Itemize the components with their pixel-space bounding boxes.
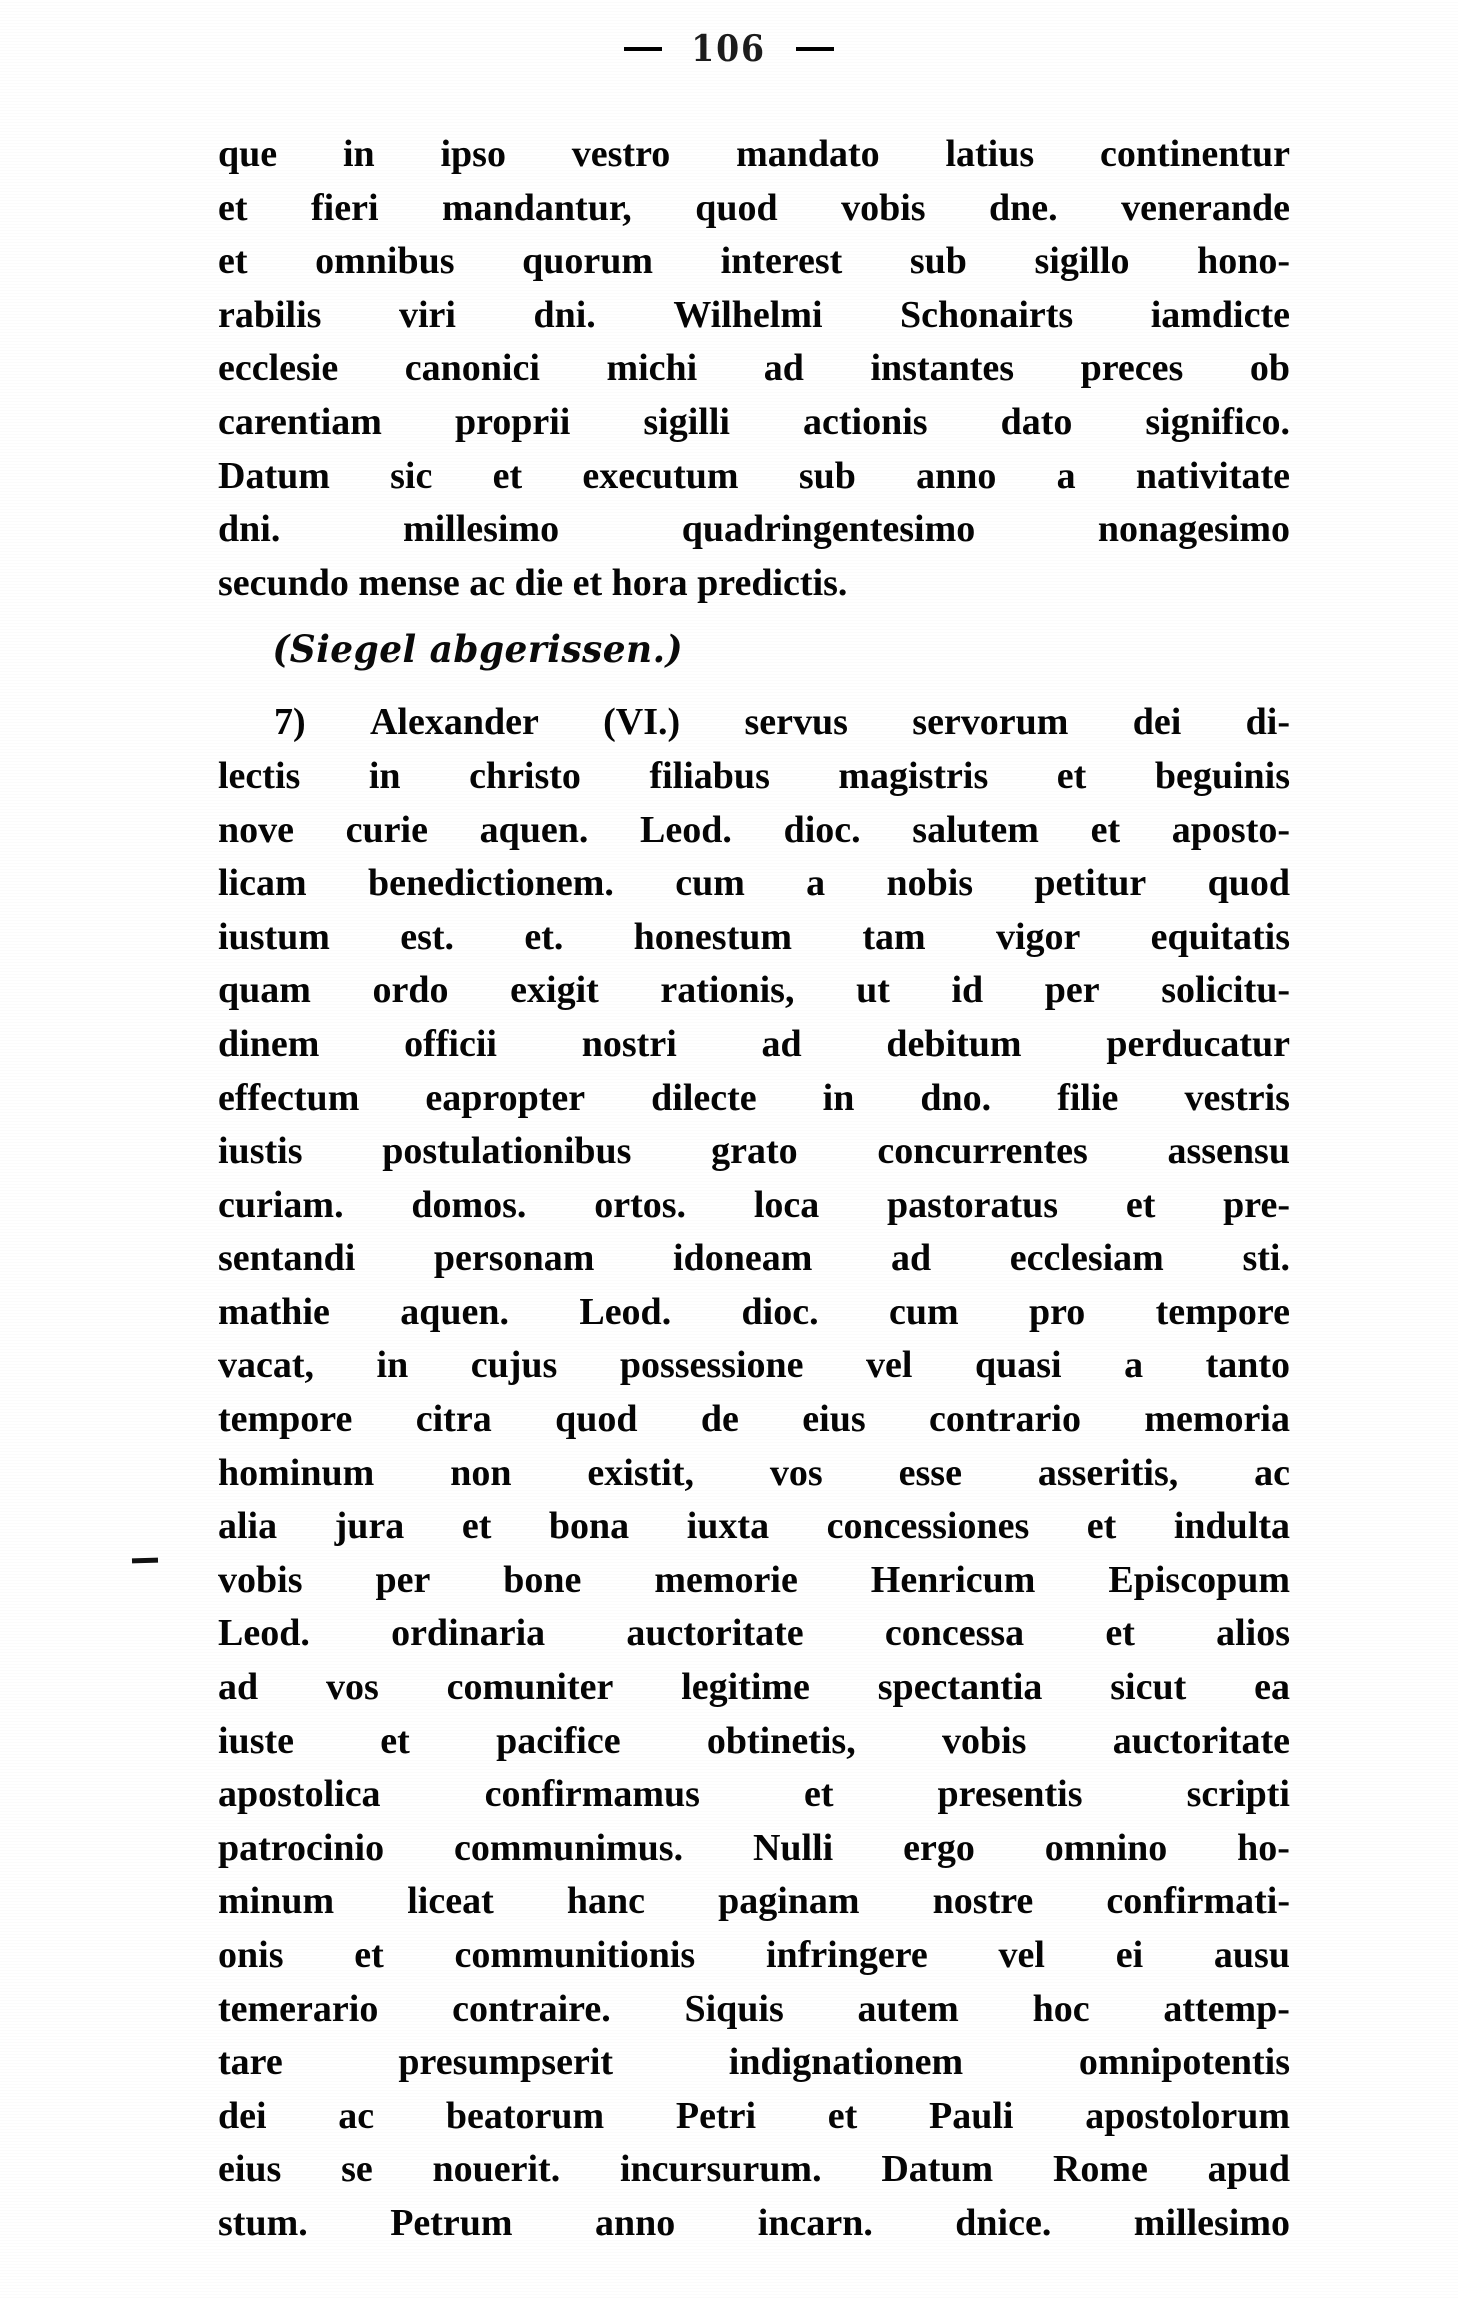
word: vacat,: [218, 1344, 315, 1387]
paragraph-charter-7-alexander-vi: [218, 696, 1290, 2250]
word: Henricum: [870, 1558, 1036, 1601]
word: eius: [218, 2148, 282, 2191]
word: loca: [753, 1183, 820, 1226]
word: hoc: [1032, 1987, 1090, 2030]
word: dei: [218, 2094, 267, 2137]
word: onis: [218, 1934, 284, 1976]
word: ut: [856, 969, 890, 1012]
word: et: [354, 1934, 384, 1976]
word: que: [218, 133, 278, 175]
word: Leod.: [640, 808, 732, 851]
word: per: [375, 1558, 431, 1601]
word: a: [806, 862, 826, 905]
text-line: [218, 1072, 1290, 1126]
text-line: [218, 1018, 1290, 1072]
text-line: [218, 696, 1290, 750]
word: ac: [338, 2094, 375, 2137]
word: postulationibus: [382, 1130, 632, 1173]
word: apostolorum: [1085, 2094, 1291, 2137]
word: hominum: [218, 1451, 375, 1494]
word: liceat: [407, 1880, 494, 1923]
folio-number: 106: [691, 28, 767, 71]
word: Episcopum: [1108, 1558, 1290, 1601]
word: paginam: [718, 1880, 860, 1923]
text-line: [218, 503, 1290, 557]
word: et: [380, 1719, 410, 1762]
text-line: [218, 1447, 1290, 1501]
word: domos.: [411, 1183, 527, 1226]
word: significo.: [1145, 400, 1290, 443]
word: Datum: [218, 454, 330, 497]
word: servus: [744, 701, 848, 744]
word: ortos.: [594, 1183, 687, 1226]
word: omnipotentis: [1078, 2041, 1291, 2084]
word: tam: [862, 915, 926, 958]
word: minum: [218, 1880, 335, 1923]
word: millesimo: [1133, 2201, 1290, 2244]
word: ecclesiam: [1009, 1237, 1164, 1280]
word: esse: [898, 1451, 962, 1494]
word: actionis: [802, 400, 928, 443]
word: tempore: [1155, 1290, 1290, 1333]
paragraph-charter-end: [218, 128, 1290, 610]
word: solicitu-: [1161, 969, 1291, 1012]
word: aquen.: [400, 1290, 509, 1333]
word: Pauli: [929, 2094, 1014, 2137]
word: venerande: [1121, 186, 1290, 229]
word: salutem: [912, 808, 1039, 851]
word: ausu: [1213, 1934, 1290, 1976]
word: quod: [1207, 862, 1291, 905]
word: hono-: [1197, 240, 1291, 283]
word: quadringentesimo: [681, 508, 976, 551]
text-line: [218, 1715, 1290, 1769]
word: non: [450, 1451, 512, 1494]
word: Leod.: [579, 1290, 672, 1333]
word: rationis,: [660, 969, 795, 1012]
word: pre-: [1223, 1183, 1290, 1226]
text-line: [218, 1125, 1290, 1179]
word: et: [1090, 808, 1121, 851]
word: servorum: [912, 701, 1069, 744]
word: a: [1056, 454, 1076, 497]
word: auctoritate: [626, 1612, 804, 1655]
word: vobis: [841, 186, 926, 229]
word: et: [1056, 754, 1087, 797]
text-line: [218, 1179, 1290, 1233]
stray-margin-dash: [132, 1558, 158, 1564]
word: sub: [798, 454, 856, 497]
word: dne.: [989, 186, 1058, 229]
word: (VI.): [603, 701, 681, 744]
word: ac: [1254, 1451, 1291, 1494]
word: lectis: [218, 754, 301, 797]
word: Alexander: [369, 701, 539, 744]
word: vobis: [941, 1719, 1027, 1762]
word: iustis: [218, 1130, 303, 1173]
word: pacifice: [496, 1719, 621, 1762]
word: ecclesie: [218, 347, 339, 390]
word: mathie: [218, 1290, 330, 1333]
text-line: [218, 2143, 1290, 2197]
word: petitur: [1034, 862, 1147, 905]
text-line: [218, 1554, 1290, 1608]
word: ea: [1254, 1666, 1290, 1709]
word: confirmamus: [484, 1773, 700, 1816]
word: a: [1124, 1344, 1144, 1387]
word: per: [1044, 969, 1100, 1012]
text-line: [218, 964, 1290, 1018]
word: memorie: [654, 1558, 798, 1601]
word: proprii: [454, 400, 571, 443]
text-line: [218, 2036, 1290, 2090]
text-line: [218, 911, 1290, 965]
word: bona: [548, 1505, 630, 1548]
word: et: [1125, 1183, 1156, 1226]
word: et: [218, 186, 248, 229]
text-line: [218, 1286, 1290, 1340]
word: ad: [218, 1666, 259, 1709]
word: obtinetis,: [706, 1719, 856, 1762]
word: magistris: [838, 754, 989, 797]
word: fieri: [311, 186, 379, 229]
word: contraire.: [452, 1987, 611, 2030]
word: latius: [945, 133, 1035, 175]
word: personam: [433, 1237, 595, 1280]
word: anno: [916, 454, 997, 497]
word: tempore: [218, 1398, 353, 1441]
word: eapropter: [425, 1076, 586, 1119]
word: Schonairts: [900, 293, 1074, 336]
word: eius: [802, 1398, 866, 1441]
word: quam: [218, 969, 311, 1012]
word: dioc.: [741, 1290, 819, 1333]
word: Leod.: [218, 1612, 310, 1655]
word: autem: [857, 1987, 959, 2030]
text-line: [218, 1768, 1290, 1822]
word: equitatis: [1150, 915, 1291, 958]
word: interest: [720, 240, 843, 283]
word: de: [700, 1398, 739, 1441]
word: vestris: [1184, 1076, 1290, 1119]
word: iamdicte: [1150, 293, 1290, 336]
word: carentiam: [218, 400, 382, 443]
word: et: [492, 454, 523, 497]
word: nouerit.: [432, 2148, 561, 2191]
word: et: [218, 240, 248, 283]
word: indulta: [1173, 1505, 1291, 1548]
word: ordo: [372, 969, 449, 1012]
word: millesimo: [402, 508, 560, 551]
word: nostre: [932, 1880, 1034, 1923]
word: communitionis: [454, 1934, 696, 1976]
word: mandantur,: [441, 186, 632, 229]
word: scripti: [1186, 1773, 1290, 1816]
word: in: [822, 1076, 855, 1119]
word: ho-: [1237, 1826, 1290, 1869]
word: apud: [1207, 2148, 1291, 2191]
word: vobis: [218, 1558, 303, 1601]
word: licam: [218, 862, 307, 905]
word: in: [376, 1344, 409, 1387]
word: dnice.: [955, 2201, 1052, 2244]
word: anno: [595, 2201, 676, 2244]
word: rabilis: [218, 293, 322, 336]
word: existit,: [587, 1451, 694, 1494]
word: continentur: [1099, 133, 1290, 175]
word: legitime: [681, 1666, 810, 1709]
word: Datum: [881, 2148, 994, 2191]
word: alios: [1216, 1612, 1291, 1655]
word: viri: [398, 293, 456, 336]
word: sicut: [1110, 1666, 1187, 1709]
word: possessione: [619, 1344, 804, 1387]
word: quorum: [522, 240, 654, 283]
word: et: [827, 2094, 858, 2137]
word: michi: [606, 347, 698, 390]
word: et: [803, 1773, 834, 1816]
text-line: [218, 396, 1290, 450]
word: beguinis: [1154, 754, 1291, 797]
word: communimus.: [454, 1826, 684, 1869]
word: executum: [582, 454, 739, 497]
word: perducatur: [1106, 1022, 1290, 1065]
word: asseritis,: [1037, 1451, 1179, 1494]
word: in: [368, 754, 401, 797]
word: exigit: [510, 969, 599, 1012]
word: attemp-: [1163, 1987, 1290, 2030]
word: sentandi: [218, 1237, 356, 1280]
word: hanc: [566, 1880, 645, 1923]
word: confirmati-: [1106, 1880, 1290, 1923]
word: ei: [1115, 1934, 1144, 1976]
word: ad: [763, 347, 804, 390]
word: citra: [415, 1398, 492, 1441]
word: filie: [1057, 1076, 1119, 1119]
word: dato: [1000, 400, 1073, 443]
text-line: [218, 289, 1290, 343]
word: sigilli: [643, 400, 730, 443]
word: bone: [503, 1558, 582, 1601]
word: apostolica: [218, 1773, 381, 1816]
word: benedictionem.: [367, 862, 614, 905]
word: officii: [404, 1022, 497, 1065]
paragraph-gap: [218, 680, 1290, 696]
word: comuniter: [446, 1666, 614, 1709]
word: preces: [1080, 347, 1184, 390]
text-line: [218, 235, 1290, 289]
word: honestum: [633, 915, 793, 958]
word: nobis: [886, 862, 974, 905]
word: di-: [1245, 701, 1291, 744]
word: dinem: [218, 1022, 320, 1065]
word: iuxta: [686, 1505, 770, 1548]
text-line: [218, 182, 1290, 236]
word: sti.: [1242, 1237, 1290, 1280]
word: temerario: [218, 1987, 379, 2030]
word: incursurum.: [619, 2148, 822, 2191]
word: 7): [274, 701, 306, 744]
word: dei: [1132, 701, 1182, 744]
word: sigillo: [1034, 240, 1130, 283]
running-head: [0, 28, 1458, 70]
word: grato: [711, 1130, 798, 1173]
word: et: [1105, 1612, 1135, 1655]
word: est.: [400, 915, 455, 958]
word: memoria: [1144, 1398, 1290, 1441]
text-line: [218, 1500, 1290, 1554]
word: vestro: [571, 133, 671, 175]
word: cum: [888, 1290, 959, 1333]
text-line: [218, 128, 1290, 182]
word: mandato: [736, 133, 880, 175]
word: contrario: [929, 1398, 1081, 1441]
word: vos: [325, 1666, 379, 1709]
word: vos: [769, 1451, 823, 1494]
head-rule-left: [624, 47, 662, 51]
word: patrocinio: [218, 1826, 385, 1869]
word: dno.: [920, 1076, 992, 1119]
word: presentis: [937, 1773, 1083, 1816]
word: alia: [218, 1505, 278, 1548]
word: curiam.: [218, 1183, 344, 1226]
word: vigor: [995, 915, 1081, 958]
word: pro: [1028, 1290, 1086, 1333]
editorial-note-seal-torn-off: (Siegel abgerissen.): [272, 627, 684, 672]
word: ad: [761, 1022, 802, 1065]
word: sub: [909, 240, 967, 283]
word: presumpserit: [398, 2041, 614, 2084]
text-line: [218, 1822, 1290, 1876]
word: tare: [218, 2041, 283, 2084]
word: se: [341, 2148, 373, 2191]
text-line: [218, 1875, 1290, 1929]
word: nostri: [581, 1022, 677, 1065]
word: in: [342, 133, 375, 175]
word: concessiones: [826, 1505, 1030, 1548]
word: ergo: [903, 1826, 975, 1869]
word: debitum: [886, 1022, 1022, 1065]
word: quasi: [974, 1344, 1062, 1387]
text-line: [218, 450, 1290, 504]
word: vel: [998, 1934, 1045, 1976]
word: et: [1086, 1505, 1117, 1548]
word: Siquis: [684, 1987, 784, 2030]
text-line: [218, 1339, 1290, 1393]
word: dni.: [533, 293, 596, 336]
word: cum: [675, 862, 745, 905]
word: sic: [390, 454, 433, 497]
text-line: [218, 2090, 1290, 2144]
word: iuste: [218, 1719, 294, 1762]
word: Petrum: [390, 2201, 513, 2244]
word: jura: [334, 1505, 405, 1548]
word: effectum: [218, 1076, 360, 1119]
word: spectantia: [877, 1666, 1043, 1709]
word: stum.: [218, 2201, 308, 2244]
text-line: [218, 1661, 1290, 1715]
word: omnibus: [315, 240, 455, 283]
text-line: [218, 1929, 1290, 1983]
word: et: [461, 1505, 492, 1548]
word: curie: [345, 808, 428, 851]
word: dilecte: [651, 1076, 757, 1119]
word: nativitate: [1135, 454, 1290, 497]
head-rule-right: [796, 47, 834, 51]
text-line: [218, 1232, 1290, 1286]
word: vel: [866, 1344, 913, 1387]
word: infringere: [765, 1934, 928, 1976]
text-line: [218, 1393, 1290, 1447]
word: et.: [524, 915, 564, 958]
word: dni.: [218, 508, 281, 551]
word: concessa: [884, 1612, 1025, 1655]
text-line: secundo mense ac die et hora predictis.: [218, 561, 848, 604]
word: cujus: [470, 1344, 558, 1387]
word: assensu: [1167, 1130, 1290, 1173]
word: instantes: [870, 347, 1015, 390]
word: ordinaria: [391, 1612, 546, 1655]
word: pastoratus: [887, 1183, 1059, 1226]
word: beatorum: [445, 2094, 605, 2137]
word: aquen.: [479, 808, 589, 851]
word: nove: [218, 808, 294, 851]
word: quod: [555, 1398, 638, 1441]
word: id: [951, 969, 984, 1012]
text-column: [218, 128, 1290, 2251]
word: aposto-: [1171, 808, 1291, 851]
text-line: [218, 1983, 1290, 2037]
word: omnino: [1044, 1826, 1168, 1869]
text-line: [218, 750, 1290, 804]
word: Nulli: [752, 1826, 834, 1869]
text-line: [218, 342, 1290, 396]
word: dioc.: [783, 808, 861, 851]
word: Petri: [675, 2094, 757, 2137]
word: Rome: [1052, 2148, 1148, 2191]
text-line: [218, 857, 1290, 911]
word: ipso: [440, 133, 506, 175]
word: incarn.: [757, 2201, 873, 2244]
paragraph-gap: [218, 610, 1290, 618]
word: tanto: [1205, 1344, 1291, 1387]
word: concurrentes: [877, 1130, 1088, 1173]
word: indignationem: [728, 2041, 964, 2084]
word: auctoritate: [1112, 1719, 1290, 1762]
word: nonagesimo: [1097, 508, 1290, 551]
word: Wilhelmi: [673, 293, 823, 336]
word: christo: [469, 754, 581, 797]
word: filiabus: [649, 754, 770, 797]
text-line: [218, 804, 1290, 858]
word: quod: [695, 186, 778, 229]
word: iustum: [218, 915, 330, 958]
word: canonici: [404, 347, 540, 390]
text-line: [218, 2197, 1290, 2251]
word: idoneam: [673, 1237, 813, 1280]
word: ob: [1249, 347, 1290, 390]
text-line: [218, 1607, 1290, 1661]
word: ad: [891, 1237, 932, 1280]
